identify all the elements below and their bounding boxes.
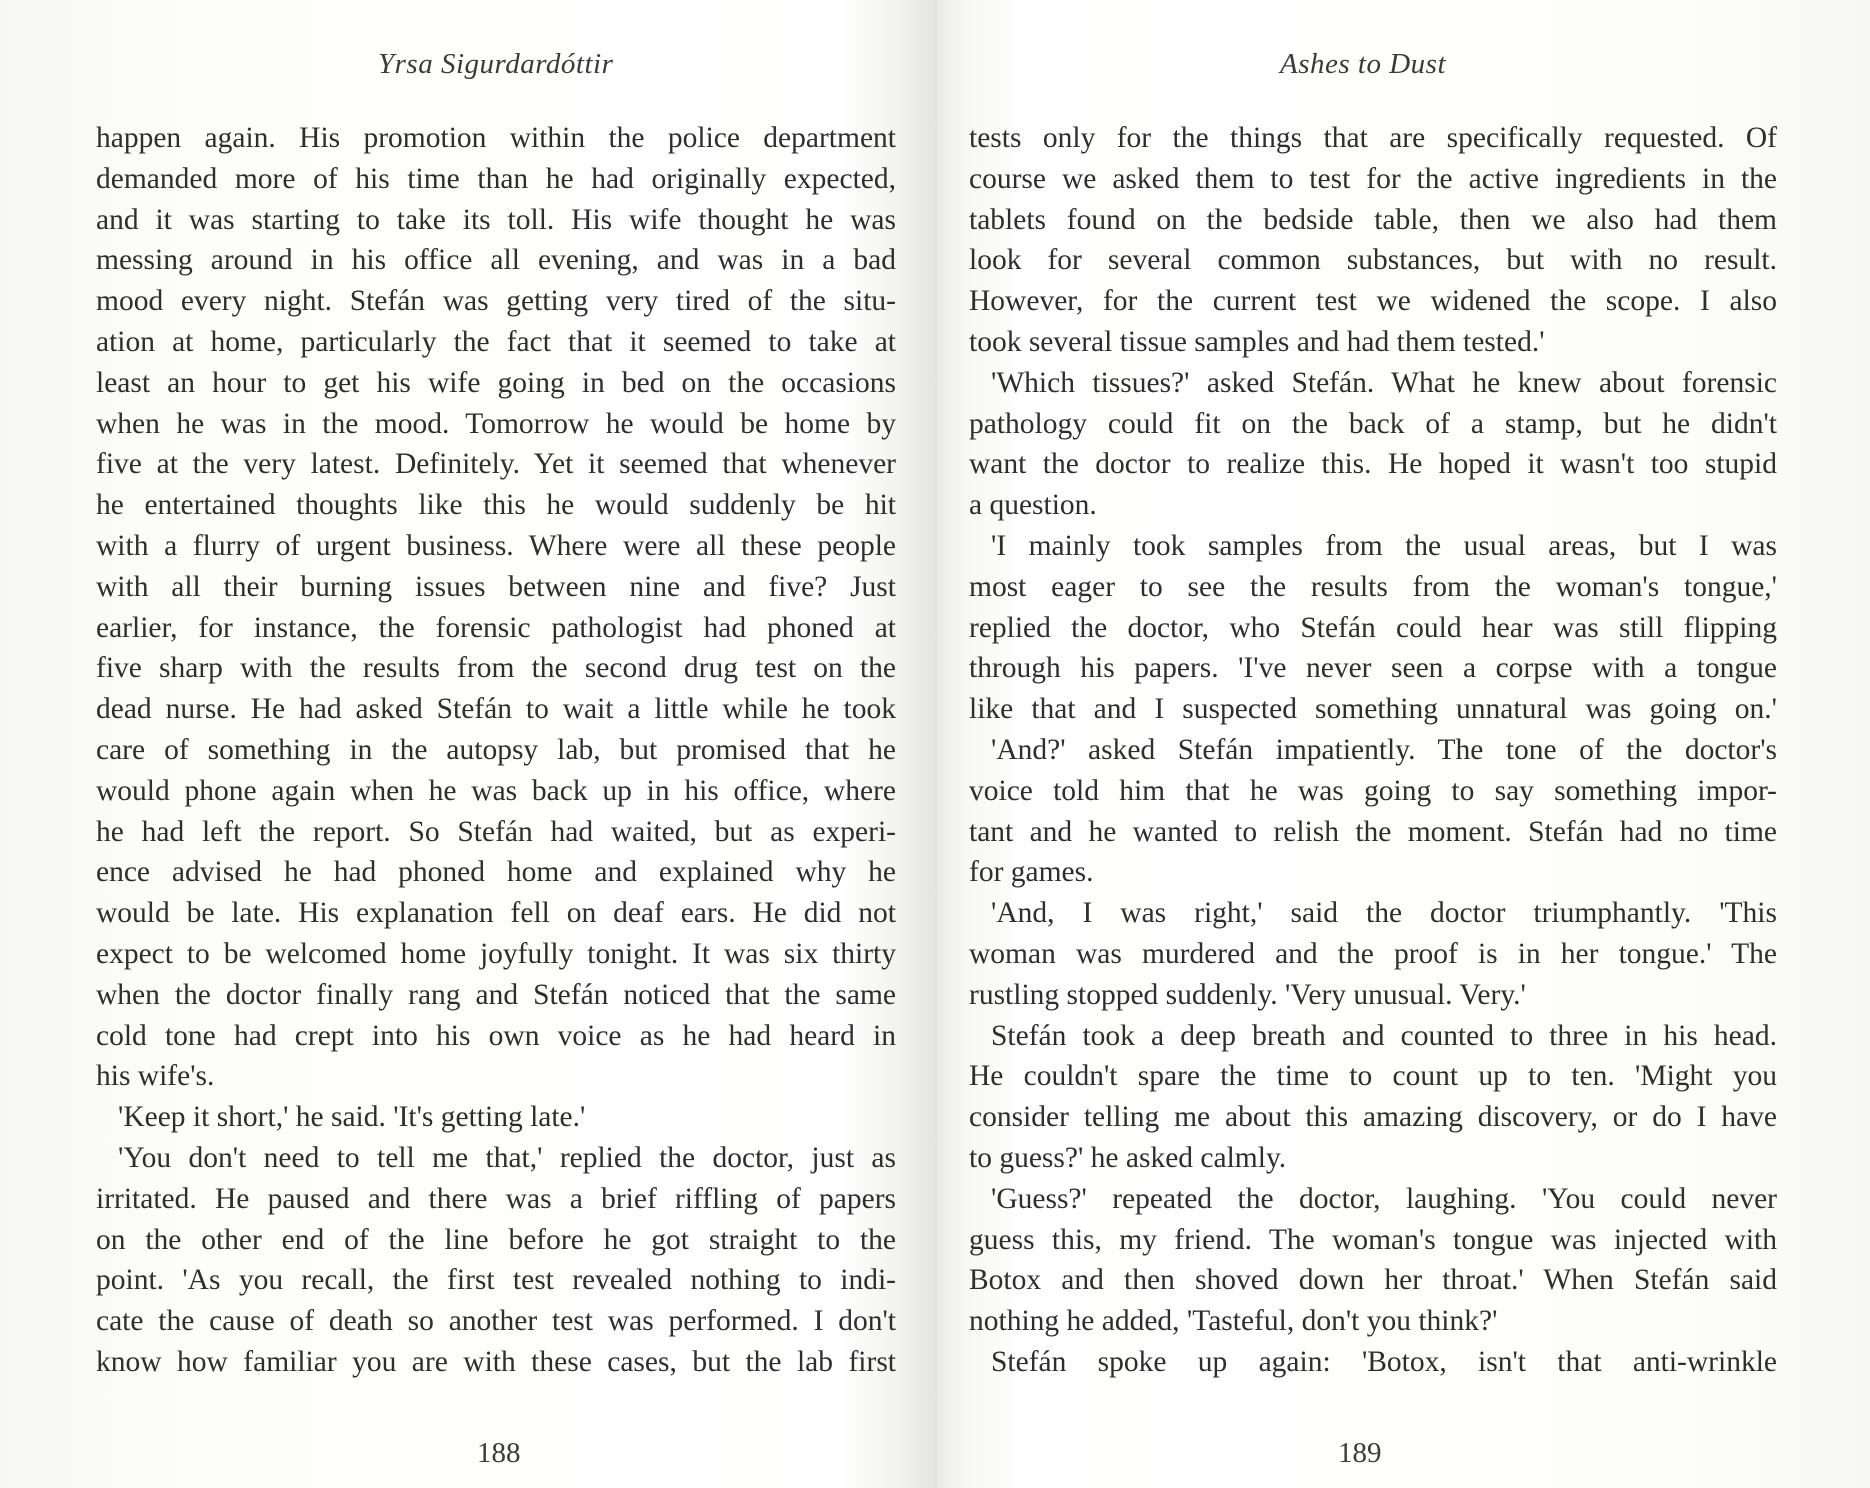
text-line: tant and he wanted to relish the moment. Stefán had no time xyxy=(969,815,1777,848)
text-line: with all their burning issues between nine and five? Just xyxy=(96,570,896,603)
text-line: care of something in the autopsy lab, but promised that he xyxy=(96,733,896,766)
text-line: nothing he added, 'Tasteful, don't you think?' xyxy=(969,1305,1498,1338)
text-line: 'Keep it short,' he said. 'It's getting late.' xyxy=(118,1101,586,1134)
right-page xyxy=(935,0,1870,1488)
text-line: mood every night. Stefán was getting very tired of the situ- xyxy=(96,285,896,318)
text-line: pathology could fit on the back of a stamp, but he didn't xyxy=(969,407,1777,440)
text-line: would be late. His explanation fell on deaf ears. He did not xyxy=(96,897,896,930)
text-line: consider telling me about this amazing discovery, or do I have xyxy=(969,1101,1777,1134)
text-line: 'And?' asked Stefán impatiently. The tone of the doctor's xyxy=(991,733,1777,766)
text-line: replied the doctor, who Stefán could hear was still flipping xyxy=(969,611,1777,644)
text-line: know how familiar you are with these cases, but the lab first xyxy=(96,1345,896,1378)
text-line: for games. xyxy=(969,856,1094,889)
text-line: woman was murdered and the proof is in her tongue.' The xyxy=(969,937,1777,970)
text-line: tablets found on the bedside table, then we also had them xyxy=(969,203,1777,236)
left-text-block xyxy=(96,118,896,1383)
text-line: he had left the report. So Stefán had waited, but as experi- xyxy=(96,815,896,848)
text-line: demanded more of his time than he had originally expected, xyxy=(96,162,896,195)
text-line: like that and I suspected something unnatural was going on.' xyxy=(969,693,1777,726)
text-line: 'Which tissues?' asked Stefán. What he knew about forensic xyxy=(991,366,1777,399)
left-page-number: 188 xyxy=(477,1437,521,1469)
text-line: and it was starting to take its toll. His wife thought he was xyxy=(96,203,896,236)
right-text-block xyxy=(969,118,1777,1383)
text-line: 'Guess?' repeated the doctor, laughing. 'You could never xyxy=(991,1182,1777,1215)
text-line: point. 'As you recall, the first test revealed nothing to indi- xyxy=(96,1264,896,1297)
text-line: when he was in the mood. Tomorrow he would be home by xyxy=(96,407,896,440)
text-line: 'And, I was right,' said the doctor triumphantly. 'This xyxy=(991,897,1777,930)
text-line: cold tone had crept into his own voice as he had heard in xyxy=(96,1019,896,1052)
text-line: He couldn't spare the time to count up to ten. 'Might you xyxy=(969,1060,1777,1093)
text-line: want the doctor to realize this. He hoped it wasn't too stupid xyxy=(969,448,1777,481)
text-line: most eager to see the results from the woman's tongue,' xyxy=(969,570,1777,603)
text-line: Stefán spoke up again: 'Botox, isn't that anti-wrinkle xyxy=(991,1345,1777,1378)
text-line: would phone again when he was back up in his office, where xyxy=(96,774,896,807)
text-line: least an hour to get his wife going in bed on the occasions xyxy=(96,366,896,399)
text-line: 'I mainly took samples from the usual areas, but I was xyxy=(991,529,1777,562)
text-line: Botox and then shoved down her throat.' When Stefán said xyxy=(969,1264,1777,1297)
text-line: guess this, my friend. The woman's tongue was injected with xyxy=(969,1223,1777,1256)
text-line: expect to be welcomed home joyfully tonight. It was six thirty xyxy=(96,937,896,970)
right-page-number: 189 xyxy=(1338,1437,1382,1469)
text-line: voice told him that he was going to say something impor- xyxy=(969,774,1777,807)
text-line: he entertained thoughts like this he would suddenly be hit xyxy=(96,489,896,522)
text-line: However, for the current test we widened the scope. I also xyxy=(969,285,1777,318)
text-line: cate the cause of death so another test was performed. I don't xyxy=(96,1305,896,1338)
text-line: ation at home, particularly the fact that it seemed to take at xyxy=(96,325,896,358)
left-running-head: Yrsa Sigurdardóttir xyxy=(378,48,614,80)
text-line: course we asked them to test for the active ingredients in the xyxy=(969,162,1777,195)
text-line: on the other end of the line before he got straight to the xyxy=(96,1223,896,1256)
right-running-head: Ashes to Dust xyxy=(1280,48,1446,80)
text-line: messing around in his office all evening, and was in a bad xyxy=(96,244,896,277)
text-line: to guess?' he asked calmly. xyxy=(969,1141,1287,1174)
text-line: with a flurry of urgent business. Where were all these people xyxy=(96,529,896,562)
text-line: ence advised he had phoned home and explained why he xyxy=(96,856,896,889)
text-line: irritated. He paused and there was a brief riffling of papers xyxy=(96,1182,896,1215)
text-line: five at the very latest. Definitely. Yet it seemed that whenever xyxy=(96,448,896,481)
text-line: five sharp with the results from the second drug test on the xyxy=(96,652,896,685)
text-line: tests only for the things that are specifically requested. Of xyxy=(969,122,1777,154)
text-line: 'You don't need to tell me that,' replied the doctor, just as xyxy=(118,1141,896,1174)
text-line: Stefán took a deep breath and counted to three in his head. xyxy=(991,1019,1777,1052)
text-line: through his papers. 'I've never seen a corpse with a tongue xyxy=(969,652,1777,685)
text-line: a question. xyxy=(969,489,1097,522)
text-line: look for several common substances, but with no result. xyxy=(969,244,1777,277)
text-line: happen again. His promotion within the police department xyxy=(96,122,896,154)
text-line: dead nurse. He had asked Stefán to wait a little while he took xyxy=(96,693,896,726)
text-line: earlier, for instance, the forensic pathologist had phoned at xyxy=(96,611,896,644)
text-line: his wife's. xyxy=(96,1060,215,1093)
text-line: when the doctor finally rang and Stefán noticed that the same xyxy=(96,978,896,1011)
text-line: took several tissue samples and had them tested.' xyxy=(969,325,1545,358)
text-line: rustling stopped suddenly. 'Very unusual. Very.' xyxy=(969,978,1526,1011)
